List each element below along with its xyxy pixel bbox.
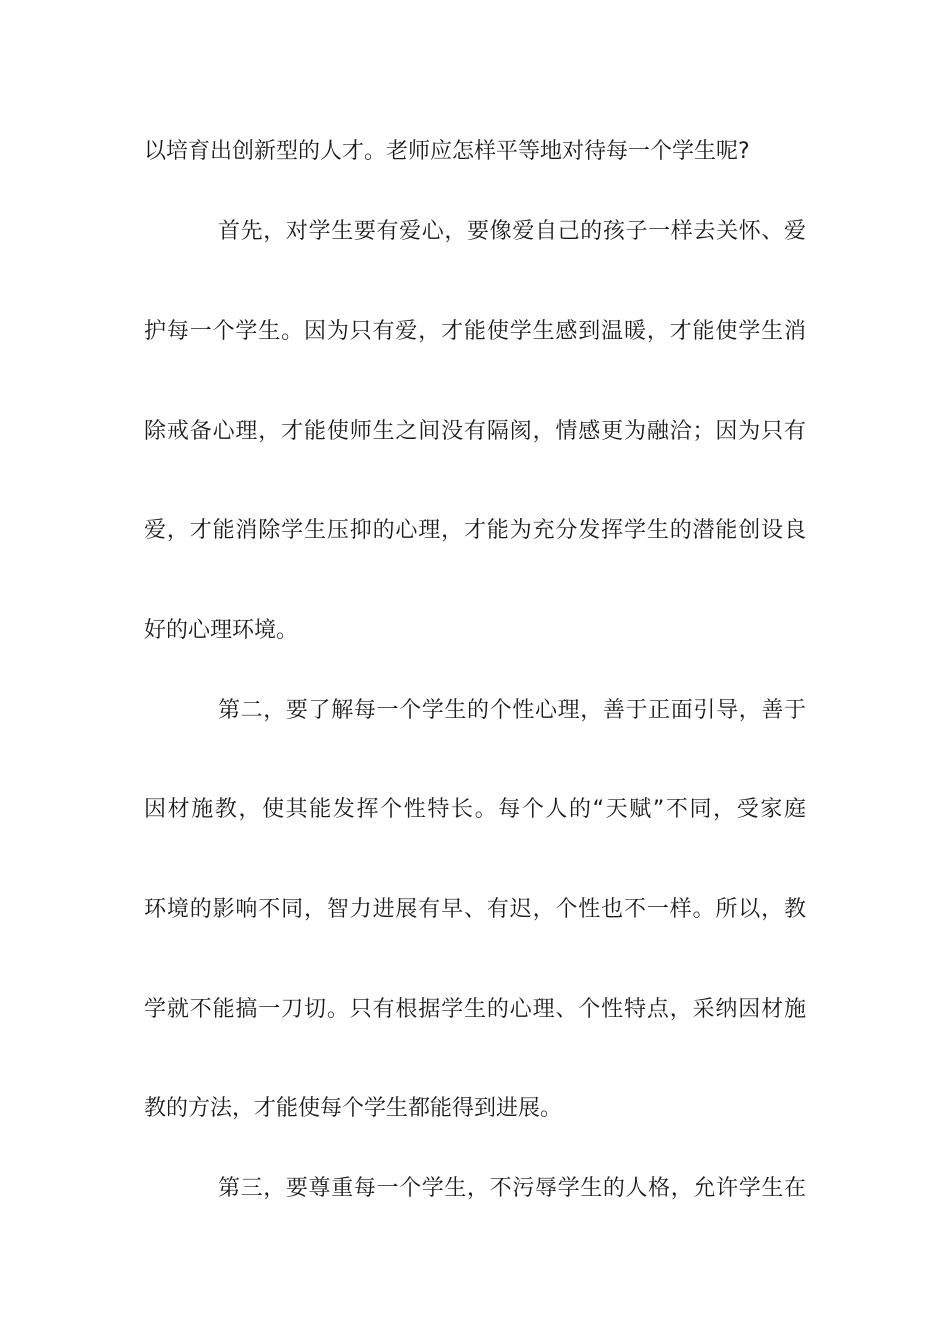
text-line: 除戒备心理，才能使师生之间没有隔阂，情感更为融洽；因为只有 [144, 419, 806, 444]
paragraph-first-line: 第三，要尊重每一个学生，不污辱学生的人格，允许学生在 [218, 1176, 806, 1201]
text-line: 因材施教，使其能发挥个性特长。每个人的“天赋”不同，受家庭 [144, 797, 806, 822]
text-line: 好的心理环境。 [144, 618, 299, 643]
text-line: 学就不能搞一刀切。只有根据学生的心理、个性特点，采纳因材施 [144, 997, 806, 1022]
paragraph-first-line: 首先，对学生要有爱心，要像爱自己的孩子一样去关怀、爱 [218, 219, 806, 244]
text-line: 教的方法，才能使每个学生都能得到进展。 [144, 1096, 563, 1121]
text-line: 护每一个学生。因为只有爱，才能使学生感到温暖，才能使学生消 [144, 319, 806, 344]
text-line: 环境的影响不同，智力进展有早、有迟，个性也不一样。所以，教 [144, 897, 806, 922]
paragraph-first-line: 第二，要了解每一个学生的个性心理，善于正面引导，善于 [218, 698, 806, 723]
text-line: 以培育出创新型的人才。老师应怎样平等地对待每一个学生呢? [144, 139, 750, 164]
text-line: 爱，才能消除学生压抑的心理，才能为充分发挥学生的潜能创设良 [144, 518, 806, 543]
